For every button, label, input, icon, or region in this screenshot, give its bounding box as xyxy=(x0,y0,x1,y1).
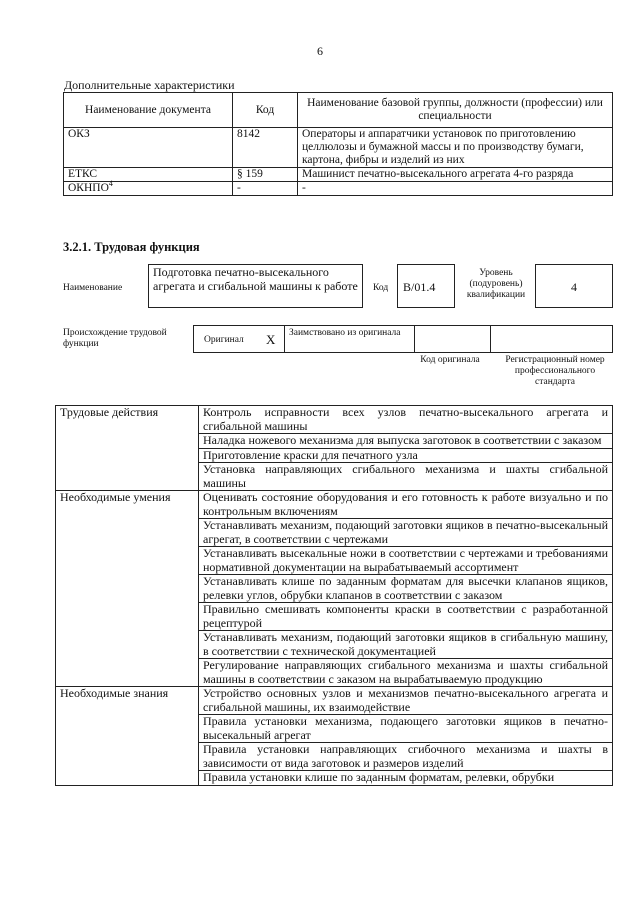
item-cell: Правильно смешивать компоненты краски в соответствии с разработанной рецептурой xyxy=(199,603,613,631)
row-code: - xyxy=(233,182,298,196)
item-cell: Устанавливать механизм, подающий заготовки ящиков в сгибальную машину, в соответствии с технической документацией xyxy=(199,631,613,659)
row-code: 8142 xyxy=(233,128,298,168)
code-label: Код xyxy=(373,283,389,293)
level-label: Уровень (подуровень) квалификации xyxy=(466,268,526,300)
item-cell: Регулирование направляющих сгибального механизма и шахты сгибальной машины в соответствии с заказом на вырабатываемую продукцию xyxy=(199,659,613,687)
additional-characteristics-table xyxy=(63,92,613,196)
level-value-field: 4 xyxy=(535,264,613,308)
row-document-text: ОКНПО xyxy=(68,182,109,194)
function-name-field: Подготовка печатно-высекального агрегата и сгибальной машины к работе xyxy=(148,264,363,308)
table-header-row xyxy=(64,93,613,128)
row-document xyxy=(64,179,233,196)
item-cell: Установка направляющих сгибального механизма и шахты сгибальной машины xyxy=(199,463,613,491)
function-heading: 3.2.1. Трудовая функция xyxy=(63,240,200,254)
category-cell: Необходимые знания xyxy=(56,687,199,786)
item-cell: Устанавливать механизм, подающий заготовки ящиков в печатно-высекальный агрегат, в соответствии с чертежами xyxy=(199,519,613,547)
function-code-field: B/01.4 xyxy=(397,264,455,308)
category-cell: Трудовые действия xyxy=(56,406,199,491)
additional-characteristics-title: Дополнительные характеристики xyxy=(64,78,235,92)
item-cell: Приготовление краски для печатного узла xyxy=(199,448,613,463)
row-document: ЕТКС xyxy=(64,168,233,182)
item-cell: Оценивать состояние оборудования и его готовность к работе визуально и по контрольным включениям xyxy=(199,491,613,519)
table-row xyxy=(56,406,613,434)
table-row xyxy=(56,491,613,519)
item-cell: Контроль исправности всех узлов печатно-высекального агрегата и сгибальной машины xyxy=(199,406,613,434)
original-mark: X xyxy=(266,332,276,347)
header-code: Код xyxy=(233,93,298,128)
item-cell: Устанавливать клише по заданным форматам для высечки клапанов ящиков, релевки углов, обрубки клапанов в соответствии с заказом xyxy=(199,575,613,603)
row-group-name: Операторы и аппаратчики установок по приготовлению целлюлозы и бумажной массы и по производству бумаги, картона, фибры и изделий из них xyxy=(298,128,613,168)
row-group-name: - xyxy=(298,182,613,196)
footnote-marker: 4 xyxy=(108,179,113,189)
reg-number-label: Регистрационный номер профессионального стандарта xyxy=(505,355,605,387)
origin-label: Происхождение трудовой функции xyxy=(63,328,167,349)
item-cell: Устройство основных узлов и механизмов печатно-высекального агрегата и сгибальной машины, их взаимодействие xyxy=(199,687,613,715)
table-row xyxy=(56,687,613,715)
header-group-name: Наименование базовой группы, должности (профессии) или специальности xyxy=(298,93,613,128)
row-code: § 159 xyxy=(233,168,298,182)
row-group-name: Машинист печатно-высекального агрегата 4-го разряда xyxy=(298,168,613,182)
name-label: Наименование xyxy=(63,283,123,293)
borrowed-label: Заимствовано из оригинала xyxy=(289,328,401,338)
origin-box xyxy=(193,325,613,353)
divider xyxy=(490,326,491,352)
table-row xyxy=(64,182,613,196)
divider xyxy=(284,326,285,352)
table-row xyxy=(64,128,613,168)
code-original-label: Код оригинала xyxy=(420,355,480,365)
table-row xyxy=(64,168,613,182)
item-cell: Наладка ножевого механизма для выпуска заготовок в соответствии с заказом xyxy=(199,434,613,449)
item-cell: Правила установки механизма, подающего заготовки ящиков в печатно-высекальный агрегат xyxy=(199,715,613,743)
category-cell: Необходимые умения xyxy=(56,491,199,687)
page-number: 6 xyxy=(317,44,323,58)
header-document: Наименование документа xyxy=(64,93,233,128)
labor-actions-table xyxy=(55,405,613,786)
item-cell: Правила установки клише по заданным форматам, релевки, обрубки xyxy=(199,771,613,786)
item-cell: Устанавливать высекальные ножи в соответствии с чертежами и требованиями нормативной документации на вырабатываемый ассортимент xyxy=(199,547,613,575)
item-cell: Правила установки направляющих сгибочного механизма и шахты в зависимости от вида заготовок и размеров изделий xyxy=(199,743,613,771)
original-label: Оригинал xyxy=(204,335,244,345)
divider xyxy=(414,326,415,352)
row-document: ОКЗ xyxy=(64,128,233,168)
